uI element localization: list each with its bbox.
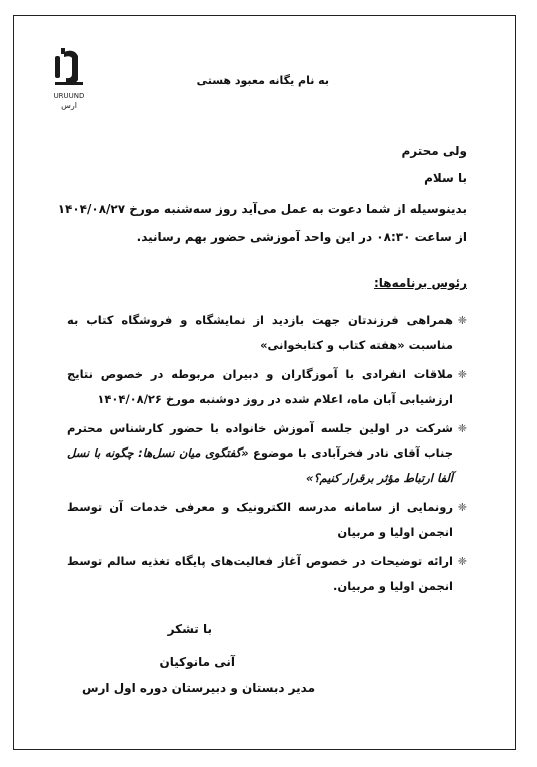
program-item-text: ارائه توضیحات در خصوص آغاز فعالیت‌های پایگاه تغذیه سالم توسط انجمن اولیا و مربیان.: [67, 554, 453, 593]
program-item-text: شرکت در اولین جلسه آموزش خانواده با حضور کارشناس محترم جناب آقای نادر فخرآبادی با موضوع: [67, 421, 453, 460]
body-line-1: بدینوسیله از شما دعوت به عمل می‌آید روز سه‌شنبه مورخ ۱۴۰۴/۰۸/۲۷: [57, 202, 467, 216]
school-logo: [52, 46, 86, 118]
closing: با تشکر: [167, 622, 212, 636]
program-item-topic: «گفتگوی میان نسل‌ها: چگونه با نسل آلفا ارتباط مؤثر برقرار کنیم؟»: [67, 446, 453, 485]
program-item: [67, 308, 467, 358]
program-item-text: همراهی فرزندتان جهت بازدید از نمایشگاه و فروشگاه کتاب به مناسبت «هفته کتاب و کتابخوانی»: [67, 313, 453, 352]
greeting: با سلام: [424, 171, 467, 185]
program-item-text: رونمایی از سامانه مدرسه الکترونیک و معرفی خدمات آن توسط انجمن اولیا و مربیان: [67, 500, 453, 539]
bullet-icon: ❈: [457, 555, 467, 568]
logo-mark-icon: [52, 46, 86, 92]
program-title: رئوس برنامه‌ها:: [374, 276, 467, 290]
logo-latin-text: URUUND: [53, 92, 85, 100]
bullet-icon: ❈: [457, 314, 467, 327]
letter-heading: به نام یگانه معبود هستی: [196, 74, 329, 87]
program-item-text: ملاقات انفرادی با آموزگاران و دبیران مربوطه در خصوص نتایج ارزشیابی آبان ماه، اعلام شده در روز دوشنبه مورخ ۱۴۰۴/۰۸/۲۶: [67, 367, 453, 406]
bullet-icon: ❈: [457, 368, 467, 381]
body-line-2: از ساعت ۰۸:۳۰ در این واحد آموزشی حضور بهم رسانید.: [136, 230, 467, 244]
bullet-icon: ❈: [457, 422, 467, 435]
program-item: [67, 549, 467, 599]
program-item: [67, 416, 467, 491]
logo-persian-text: ارس: [61, 101, 77, 110]
program-list: [67, 308, 467, 603]
program-item: [67, 362, 467, 412]
signer-name: آنی مانوکیان: [159, 655, 235, 669]
signer-title: مدیر دبستان و دبیرستان دوره اول ارس: [81, 681, 315, 695]
bullet-icon: ❈: [457, 501, 467, 514]
salutation: ولی محترم: [401, 144, 467, 158]
program-item: [67, 495, 467, 545]
